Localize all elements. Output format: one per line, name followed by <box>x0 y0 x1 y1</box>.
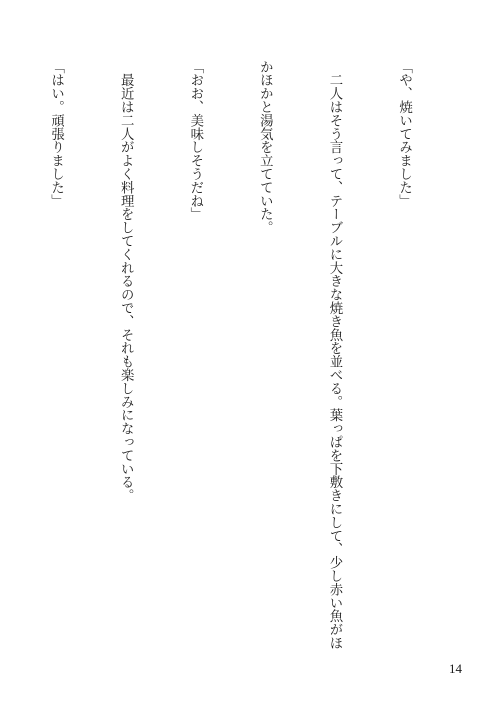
text-line: 最近は二人がよく料理をしてくれるので、それも楽しみになっている。 <box>118 60 134 503</box>
page-number: 14 <box>449 661 462 676</box>
text-line: 「や、焼いてみました」 <box>396 60 412 208</box>
text-line: 「はい。頑張りました」 <box>48 60 64 208</box>
text-line: かほかと湯気を立てていた。 <box>257 60 273 235</box>
vertical-text-body <box>0 60 462 650</box>
text-line: 「おお、美味しそうだね」 <box>187 60 203 221</box>
text-line: 二人はそう言って、テーブルに大きな焼き魚を並べる。葉っぱを下敷きにして、少し赤い魚がほ <box>326 60 342 650</box>
